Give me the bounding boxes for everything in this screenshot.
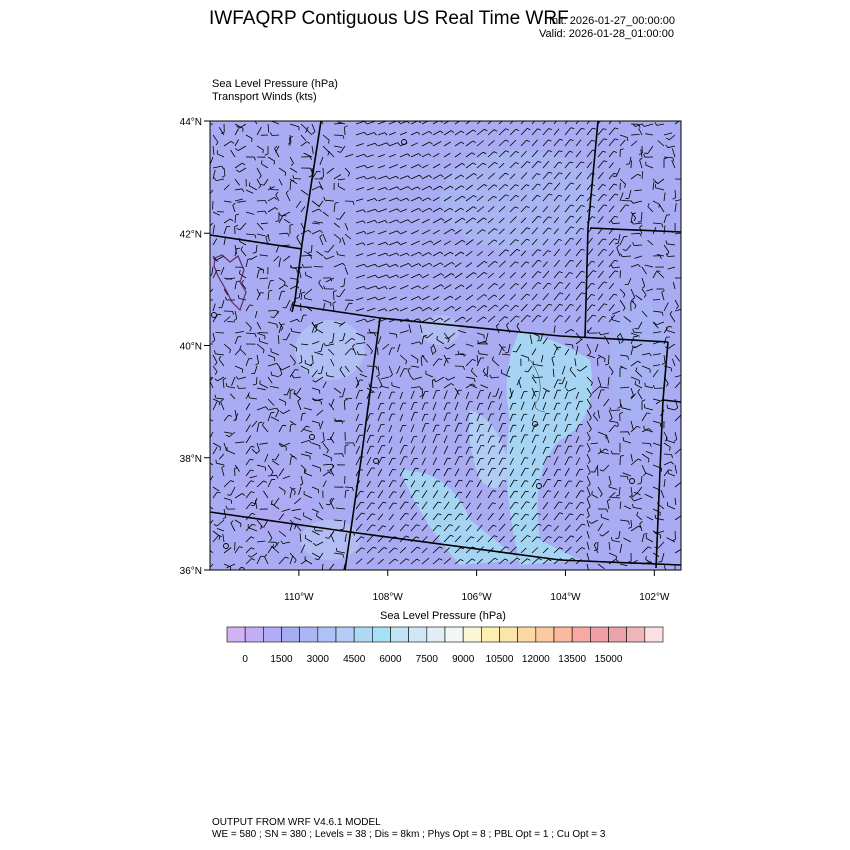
colorbar-swatch bbox=[282, 627, 300, 642]
colorbar-swatch bbox=[609, 627, 627, 642]
lat-tick-label: 40°N bbox=[179, 341, 202, 353]
lon-tick-label: 104°W bbox=[550, 592, 581, 603]
colorbar-swatch bbox=[354, 627, 372, 642]
colorbar-swatch bbox=[263, 627, 281, 642]
colorbar-swatch bbox=[590, 627, 608, 642]
colorbar-swatch bbox=[500, 627, 518, 642]
colorbar-swatch bbox=[300, 627, 318, 642]
footer-settings: WE = 580 ; SN = 380 ; Levels = 38 ; Dis = 8km ; Phys Opt = 8 ; PBL Opt = 1 ; Cu Opt = 3 bbox=[212, 829, 606, 840]
colorbar-swatch bbox=[391, 627, 409, 642]
lon-tick-label: 108°W bbox=[372, 592, 403, 603]
longitude-axis bbox=[284, 570, 670, 603]
init-time: Init: 2026-01-27_00:00:00 bbox=[549, 15, 675, 27]
latitude-axis bbox=[180, 117, 210, 577]
colorbar-swatch bbox=[409, 627, 427, 642]
colorbar-swatch bbox=[627, 627, 645, 642]
colorbar-label: 13500 bbox=[558, 654, 587, 665]
valid-time: Valid: 2026-01-28_01:00:00 bbox=[539, 28, 674, 40]
colorbar-label: 12000 bbox=[521, 654, 550, 665]
colorbar-title: Sea Level Pressure (hPa) bbox=[380, 610, 506, 622]
colorbar-swatch bbox=[318, 627, 336, 642]
colorbar-swatch bbox=[227, 627, 245, 642]
lat-tick-label: 44°N bbox=[179, 117, 202, 128]
colorbar-label: 1500 bbox=[270, 654, 293, 665]
colorbar-swatch bbox=[463, 627, 481, 642]
colorbar-swatch bbox=[536, 627, 554, 642]
footer-model: OUTPUT FROM WRF V4.6.1 MODEL bbox=[212, 817, 381, 828]
colorbar-label: 15000 bbox=[594, 654, 623, 665]
lon-tick-label: 106°W bbox=[461, 592, 492, 603]
colorbar-label: 3000 bbox=[306, 654, 329, 665]
chart-title: IWFAQRP Contiguous US Real Time WRF bbox=[209, 8, 569, 29]
colorbar-label: 4500 bbox=[343, 654, 366, 665]
colorbar-swatch bbox=[372, 627, 390, 642]
colorbar-label: 7500 bbox=[415, 654, 438, 665]
lat-tick-label: 36°N bbox=[179, 566, 202, 577]
field-title-pressure: Sea Level Pressure (hPa) bbox=[212, 78, 338, 90]
colorbar-label: 10500 bbox=[485, 654, 514, 665]
colorbar-swatch bbox=[427, 627, 445, 642]
colorbar-swatch bbox=[518, 627, 536, 642]
lon-tick-label: 102°W bbox=[639, 592, 670, 603]
colorbar-label: 9000 bbox=[452, 654, 475, 665]
colorbar-swatch bbox=[554, 627, 572, 642]
lon-tick-label: 110°W bbox=[284, 592, 314, 603]
colorbar-swatch bbox=[445, 627, 463, 642]
lat-tick-label: 38°N bbox=[179, 453, 202, 465]
colorbar-label: 6000 bbox=[379, 654, 402, 665]
colorbar-swatch bbox=[572, 627, 590, 642]
colorbar-swatch bbox=[481, 627, 499, 642]
colorbar-swatch bbox=[336, 627, 354, 642]
colorbar-swatch bbox=[245, 627, 263, 642]
colorbar-swatch bbox=[645, 627, 663, 642]
lat-tick-label: 42°N bbox=[179, 229, 202, 241]
colorbar-label: 0 bbox=[242, 654, 248, 665]
field-title-winds: Transport Winds (kts) bbox=[212, 91, 317, 103]
colorbar bbox=[227, 627, 663, 665]
